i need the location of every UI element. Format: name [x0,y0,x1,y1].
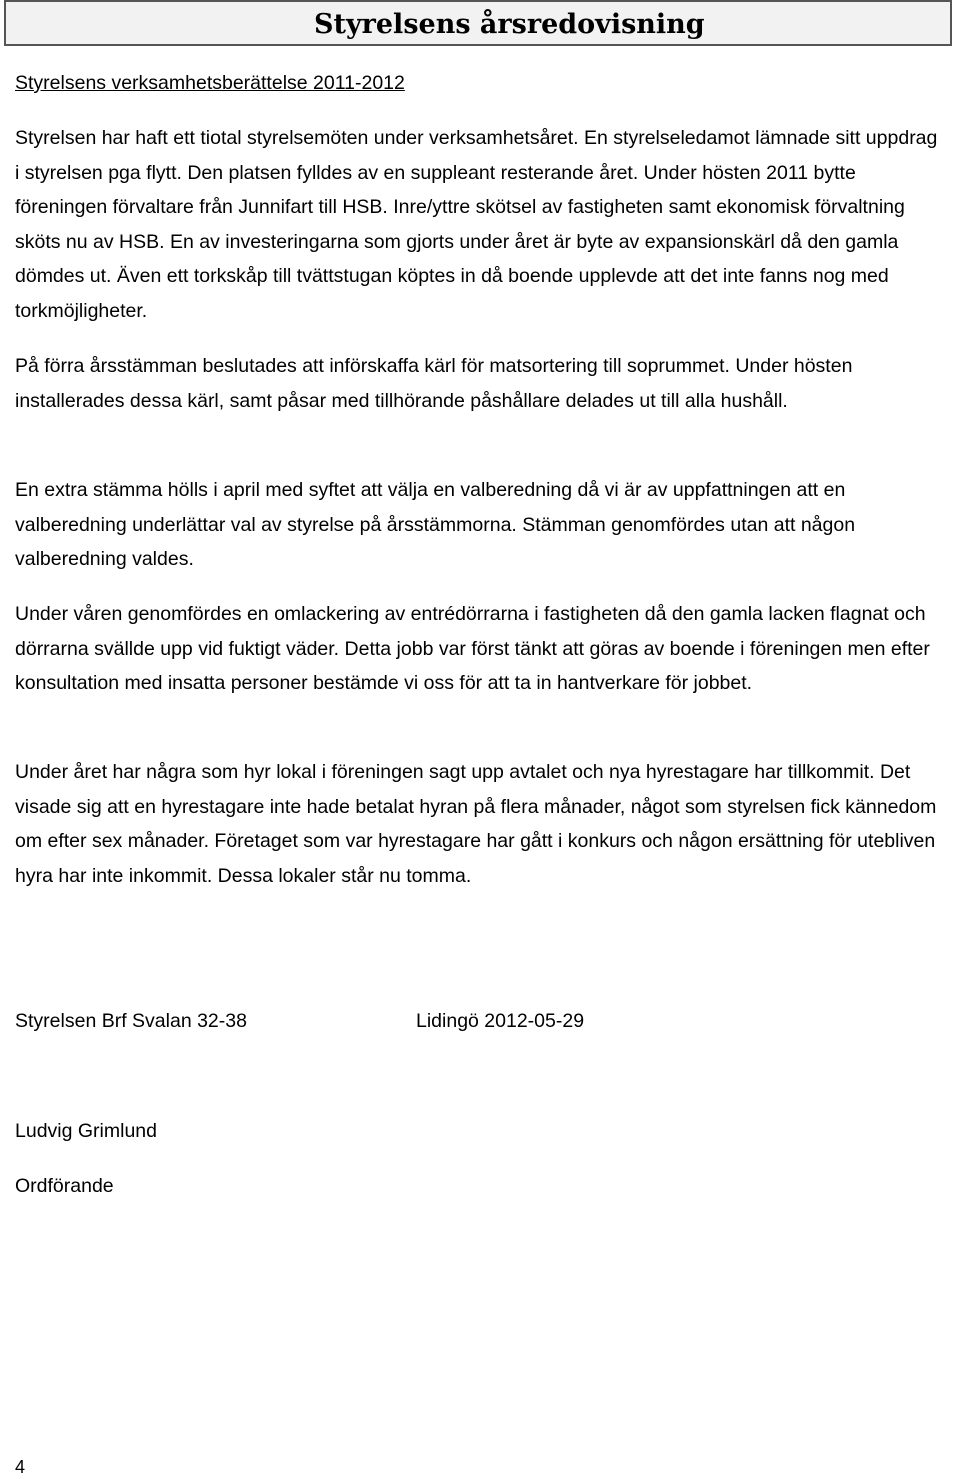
page-number: 4 [15,1457,26,1477]
paragraph-waste-sorting: På förra årsstämman beslutades att införskaffa kärl för matsortering till soprummet. Under hösten installerades dessa kärl, samt påsar med tillhörande påshållare delades ut till alla hushåll. [15,355,853,412]
signature-name: Ludvig Grimlund [15,1120,157,1142]
paragraph-extra-meeting: En extra stämma hölls i april med syftet att välja en valberedning då vi är av uppfattningen att en valberedning underlättar val av styrelse på årsstämmorna. Stämman genomfördes utan att någon valberedning valdes. [15,479,856,570]
signature-role: Ordförande [15,1175,114,1197]
signature-place-date: Lidingö 2012-05-29 [416,1010,585,1032]
page-title: Styrelsens årsredovisning [314,9,705,40]
paragraph-tenants: Under året har några som hyr lokal i föreningen sagt upp avtalet och nya hyrestagare har tillkommit. Det visade sig att en hyrestagare inte hade betalat hyran på flera månader, något som styrelsen fick kännedom om efter sex månader. Företaget som var hyrestagare har gått i konkurs och någon ersättning för utebliven hyra har inte inkommit. Dessa lokaler står nu tomma. [15,761,937,887]
section-subtitle: Styrelsens verksamhetsberättelse 2011-2012 [15,72,405,94]
paragraph-door-repainting: Under våren genomfördes en omlackering av entrédörrarna i fastigheten då den gamla lacken flagnat och dörrarna svällde upp vid fuktigt väder. Detta jobb var först tänkt att göras av boende i föreningen men efter konsultation med insatta personer bestämde vi oss för att ta in hantverkare för jobbet. [15,603,930,694]
title-banner [4,0,952,46]
paragraph-board-meetings: Styrelsen har haft ett tiotal styrelsemöten under verksamhetsåret. En styrelseledamot lämnade sitt uppdrag i styrelsen pga flytt. Den platsen fylldes av en suppleant resterande året. Under hösten 2011 bytte föreningen förvaltare från Junnifart till HSB. Inre/yttre skötsel av fastigheten samt ekonomisk förvaltning sköts nu av HSB. En av investeringarna som gjorts under året är byte av expansionskärl då den gamla dömdes ut. Även ett torkskåp till tvättstugan köptes in då boende upplevde att det inte fanns nog med torkmöjligheter. [15,127,938,322]
signature-organization: Styrelsen Brf Svalan 32-38 [15,1010,247,1032]
